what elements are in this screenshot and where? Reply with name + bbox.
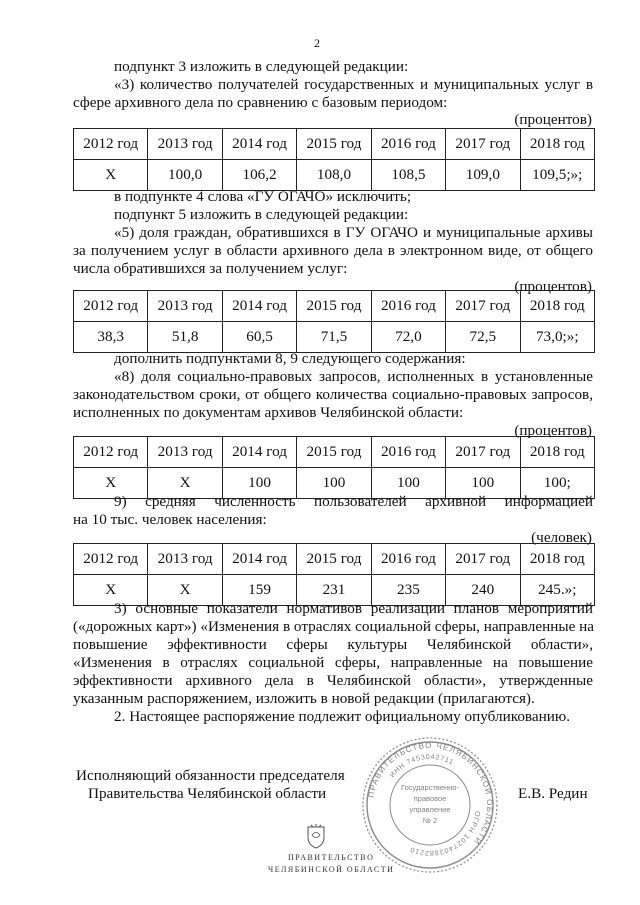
- paragraph: «Изменения в отраслях социальной сферы, направленные на повышение: [73, 654, 593, 671]
- table-row: [74, 160, 595, 191]
- year-cell: 2017 год: [446, 544, 520, 575]
- year-cell: 2017 год: [446, 291, 520, 322]
- value-cell: 51,8: [148, 322, 222, 353]
- paragraph: «8) доля социально-правовых запросов, исполненных в установленные: [114, 368, 593, 385]
- year-cell: 2018 год: [520, 437, 594, 468]
- year-cell: 2013 год: [148, 437, 222, 468]
- paragraph: «3) количество получателей государственных и муниципальных услуг в: [114, 76, 593, 93]
- year-cell: 2016 год: [371, 129, 445, 160]
- value-cell: 72,5: [446, 322, 520, 353]
- year-cell: 2013 год: [148, 129, 222, 160]
- value-cell: 245.»;: [520, 575, 594, 606]
- signatory-name: Е.В. Редин: [518, 785, 588, 802]
- paragraph: 9) средняя численность пользователей архивной информацией: [114, 493, 593, 510]
- year-cell: 2016 год: [371, 544, 445, 575]
- paragraph: 3) основные показатели нормативов реализации планов мероприятий: [114, 600, 593, 617]
- value-cell: 100,0: [148, 160, 222, 191]
- paragraph: повышение эффективности сферы культуры Челябинской области»,: [73, 636, 593, 653]
- year-cell: 2017 год: [446, 437, 520, 468]
- paragraph: за получением услуг в области архивного дела в электронном виде, от общего: [73, 242, 593, 259]
- year-cell: 2015 год: [297, 291, 371, 322]
- footer-line: ЧЕЛЯБИНСКОЙ ОБЛАСТИ: [268, 865, 395, 874]
- year-cell: 2012 год: [74, 291, 148, 322]
- year-cell: 2016 год: [371, 437, 445, 468]
- year-cell: 2013 год: [148, 291, 222, 322]
- units-label: (процентов): [514, 278, 592, 295]
- data-table-2: [73, 290, 595, 353]
- seal-ogrn-text: ОГРН 1027403882210: [408, 810, 481, 857]
- year-cell: 2014 год: [222, 544, 296, 575]
- value-cell: 100: [446, 468, 520, 499]
- footer-line: ПРАВИТЕЛЬСТВО: [287, 853, 375, 862]
- paragraph: числа обратившихся за получением услуг:: [73, 260, 348, 277]
- year-cell: 2012 год: [74, 129, 148, 160]
- units-label: (процентов): [514, 422, 592, 439]
- data-table-1: [73, 128, 595, 191]
- year-cell: 2015 год: [297, 129, 371, 160]
- year-cell: 2017 год: [446, 129, 520, 160]
- value-cell: 231: [297, 575, 371, 606]
- year-cell: 2016 год: [371, 291, 445, 322]
- paragraph: сфере архивного дела по сравнению с базовым периодом:: [73, 94, 448, 111]
- coat-of-arms-icon: [305, 823, 327, 849]
- signatory-title: Исполняющий обязанности председателя: [76, 767, 345, 784]
- value-cell: 100;: [520, 468, 594, 499]
- table-header-row: [74, 544, 595, 575]
- paragraph: «5) доля граждан, обратившихся в ГУ ОГАЧО и муниципальные архивы: [114, 224, 593, 241]
- table-header-row: [74, 437, 595, 468]
- table-row: [74, 322, 595, 353]
- seal-inner-text: управление: [409, 805, 451, 814]
- value-cell: Х: [148, 575, 222, 606]
- paragraph: 2. Настоящее распоряжение подлежит официальному опубликованию.: [114, 708, 571, 725]
- value-cell: 108,5: [371, 160, 445, 191]
- year-cell: 2015 год: [297, 544, 371, 575]
- paragraph: указанным распоряжением, изложить в новой редакции (прилагаются).: [73, 690, 535, 707]
- value-cell: 106,2: [222, 160, 296, 191]
- year-cell: 2014 год: [222, 291, 296, 322]
- data-table-4: [73, 543, 595, 606]
- value-cell: 235: [371, 575, 445, 606]
- seal-inn-text: ИНН 7453042711: [388, 753, 455, 780]
- paragraph: («дорожных карт») «Изменения в отраслях социальной сферы, направленные на: [73, 618, 594, 635]
- value-cell: 240: [446, 575, 520, 606]
- year-cell: 2014 год: [222, 129, 296, 160]
- year-cell: 2015 год: [297, 437, 371, 468]
- paragraph: законодательством сроки, от общего количества социально-правовых запросов,: [73, 386, 593, 403]
- value-cell: 71,5: [297, 322, 371, 353]
- value-cell: 108,0: [297, 160, 371, 191]
- seal-inner-text: правовое: [413, 794, 447, 803]
- value-cell: Х: [148, 468, 222, 499]
- seal-inner-text: Государственно-: [401, 783, 459, 792]
- seal-inner-text: № 2: [422, 816, 438, 825]
- paragraph: в подпункте 4 слова «ГУ ОГАЧО» исключить;: [114, 188, 412, 205]
- value-cell: 73,0;»;: [520, 322, 594, 353]
- year-cell: 2012 год: [74, 544, 148, 575]
- svg-text:ОГРН 1027403882210: [409, 810, 481, 856]
- year-cell: 2012 год: [74, 437, 148, 468]
- value-cell: 100: [297, 468, 371, 499]
- year-cell: 2018 год: [520, 291, 594, 322]
- page-number: 2: [314, 36, 320, 50]
- paragraph: эффективности архивного дела в Челябинской области», утвержденные: [73, 672, 593, 689]
- paragraph: исполненных по документам архивов Челябинской области:: [73, 404, 464, 421]
- paragraph: дополнить подпунктами 8, 9 следующего содержания:: [114, 350, 466, 367]
- value-cell: Х: [74, 468, 148, 499]
- value-cell: Х: [74, 575, 148, 606]
- paragraph: на 10 тыс. человек населения:: [73, 511, 267, 528]
- year-cell: 2014 год: [222, 437, 296, 468]
- value-cell: 72,0: [371, 322, 445, 353]
- value-cell: 159: [222, 575, 296, 606]
- value-cell: 100: [222, 468, 296, 499]
- paragraph: подпункт 3 изложить в следующей редакции:: [114, 58, 409, 75]
- footer-org-name: [268, 852, 394, 876]
- data-table-3: [73, 436, 595, 499]
- signatory-title: Правительства Челябинской области: [88, 785, 327, 802]
- value-cell: 100: [371, 468, 445, 499]
- units-label: (человек): [531, 529, 592, 546]
- value-cell: 38,3: [74, 322, 148, 353]
- seal-outer-text: ПРАВИТЕЛЬСТВО ЧЕЛЯБИНСКОЙ ОБЛАСТИ: [366, 740, 495, 847]
- value-cell: 60,5: [222, 322, 296, 353]
- table-header-row: [74, 291, 595, 322]
- year-cell: 2018 год: [520, 129, 594, 160]
- year-cell: 2018 год: [520, 544, 594, 575]
- units-label: (процентов): [514, 111, 592, 128]
- table-header-row: [74, 129, 595, 160]
- value-cell: Х: [74, 160, 148, 191]
- value-cell: 109,5;»;: [520, 160, 594, 191]
- value-cell: 109,0: [446, 160, 520, 191]
- year-cell: 2013 год: [148, 544, 222, 575]
- paragraph: подпункт 5 изложить в следующей редакции:: [114, 206, 409, 223]
